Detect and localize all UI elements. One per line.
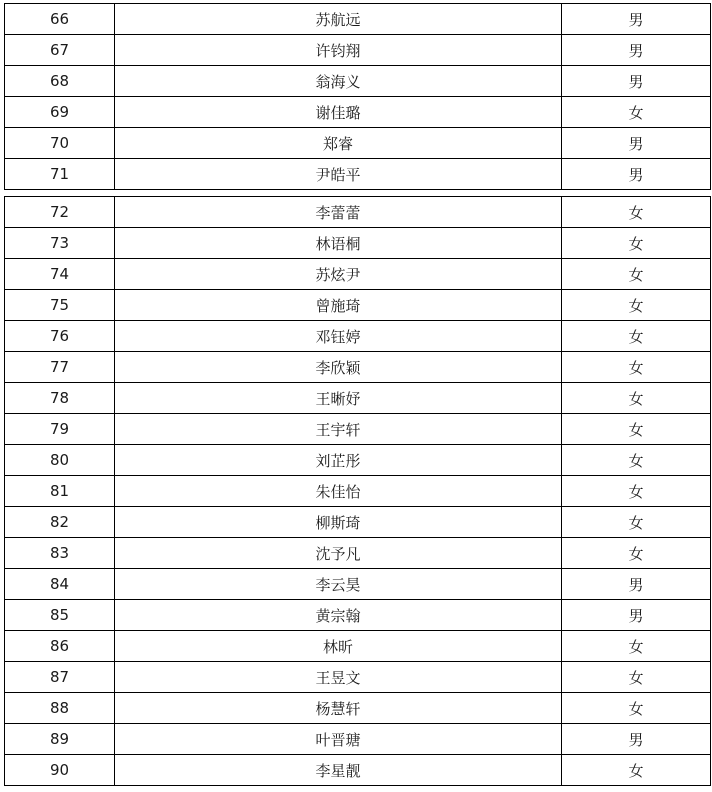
gender-cell: 女 (562, 97, 711, 128)
table-row (5, 693, 711, 724)
table-row (5, 383, 711, 414)
student-name-cell: 邓钰婷 (115, 321, 562, 352)
gender-cell: 女 (562, 538, 711, 569)
row-number-cell: 83 (5, 538, 115, 569)
row-number-cell: 74 (5, 259, 115, 290)
table-row (5, 445, 711, 476)
row-number-cell: 68 (5, 66, 115, 97)
row-number-cell: 79 (5, 414, 115, 445)
gender-cell: 女 (562, 693, 711, 724)
row-number-cell: 88 (5, 693, 115, 724)
table-row (5, 755, 711, 786)
row-number-cell: 82 (5, 507, 115, 538)
table-row (5, 631, 711, 662)
table-row (5, 66, 711, 97)
gender-cell: 男 (562, 128, 711, 159)
gender-cell: 女 (562, 476, 711, 507)
student-name-cell: 王宇轩 (115, 414, 562, 445)
table-row (5, 724, 711, 755)
student-name-cell: 王晰妤 (115, 383, 562, 414)
row-number-cell: 76 (5, 321, 115, 352)
row-number-cell: 80 (5, 445, 115, 476)
student-name-cell: 尹皓平 (115, 159, 562, 190)
student-name-cell: 朱佳怡 (115, 476, 562, 507)
table-row (5, 228, 711, 259)
student-name-cell: 王昱文 (115, 662, 562, 693)
row-number-cell: 89 (5, 724, 115, 755)
row-number-cell: 86 (5, 631, 115, 662)
row-number-cell: 87 (5, 662, 115, 693)
table-row (5, 569, 711, 600)
table-row (5, 600, 711, 631)
gender-cell: 男 (562, 724, 711, 755)
table-row (5, 321, 711, 352)
gender-cell: 男 (562, 66, 711, 97)
student-name-cell: 曾施琦 (115, 290, 562, 321)
table-row (5, 507, 711, 538)
row-number-cell: 85 (5, 600, 115, 631)
table-row (5, 159, 711, 190)
table-row (5, 662, 711, 693)
table-row (5, 4, 711, 35)
student-name-cell: 沈予凡 (115, 538, 562, 569)
student-name-cell: 李欣颖 (115, 352, 562, 383)
gender-cell: 男 (562, 600, 711, 631)
roster-table-top (4, 3, 711, 190)
table-row (5, 352, 711, 383)
row-number-cell: 72 (5, 197, 115, 228)
gender-cell: 女 (562, 321, 711, 352)
table-row (5, 128, 711, 159)
row-number-cell: 71 (5, 159, 115, 190)
student-name-cell: 黄宗翰 (115, 600, 562, 631)
student-name-cell: 翁海义 (115, 66, 562, 97)
student-name-cell: 许钧翔 (115, 35, 562, 66)
student-name-cell: 谢佳璐 (115, 97, 562, 128)
row-number-cell: 69 (5, 97, 115, 128)
row-number-cell: 66 (5, 4, 115, 35)
row-number-cell: 75 (5, 290, 115, 321)
table-row (5, 538, 711, 569)
student-name-cell: 李星靓 (115, 755, 562, 786)
gender-cell: 女 (562, 414, 711, 445)
table-row (5, 414, 711, 445)
student-name-cell: 刘芷彤 (115, 445, 562, 476)
student-name-cell: 李蕾蕾 (115, 197, 562, 228)
roster-table-bottom-body (5, 197, 711, 786)
gender-cell: 女 (562, 197, 711, 228)
roster-table-top-body (5, 4, 711, 190)
gender-cell: 女 (562, 662, 711, 693)
gender-cell: 女 (562, 228, 711, 259)
roster-table-bottom (4, 196, 711, 786)
gender-cell: 女 (562, 507, 711, 538)
gender-cell: 男 (562, 4, 711, 35)
table-row (5, 290, 711, 321)
gender-cell: 女 (562, 383, 711, 414)
gender-cell: 女 (562, 631, 711, 662)
row-number-cell: 78 (5, 383, 115, 414)
row-number-cell: 70 (5, 128, 115, 159)
row-number-cell: 67 (5, 35, 115, 66)
row-number-cell: 81 (5, 476, 115, 507)
gender-cell: 男 (562, 35, 711, 66)
row-number-cell: 77 (5, 352, 115, 383)
student-name-cell: 苏航远 (115, 4, 562, 35)
gender-cell: 女 (562, 445, 711, 476)
gender-cell: 女 (562, 290, 711, 321)
gender-cell: 女 (562, 755, 711, 786)
student-name-cell: 叶晋瑭 (115, 724, 562, 755)
table-row (5, 476, 711, 507)
student-name-cell: 林语桐 (115, 228, 562, 259)
student-name-cell: 柳斯琦 (115, 507, 562, 538)
gender-cell: 男 (562, 159, 711, 190)
table-row (5, 197, 711, 228)
student-name-cell: 林昕 (115, 631, 562, 662)
row-number-cell: 84 (5, 569, 115, 600)
table-row (5, 259, 711, 290)
gender-cell: 女 (562, 352, 711, 383)
student-name-cell: 苏炫尹 (115, 259, 562, 290)
row-number-cell: 90 (5, 755, 115, 786)
gender-cell: 女 (562, 259, 711, 290)
table-row (5, 97, 711, 128)
table-row (5, 35, 711, 66)
student-name-cell: 李云昊 (115, 569, 562, 600)
row-number-cell: 73 (5, 228, 115, 259)
gender-cell: 男 (562, 569, 711, 600)
student-name-cell: 杨慧轩 (115, 693, 562, 724)
student-name-cell: 郑睿 (115, 128, 562, 159)
